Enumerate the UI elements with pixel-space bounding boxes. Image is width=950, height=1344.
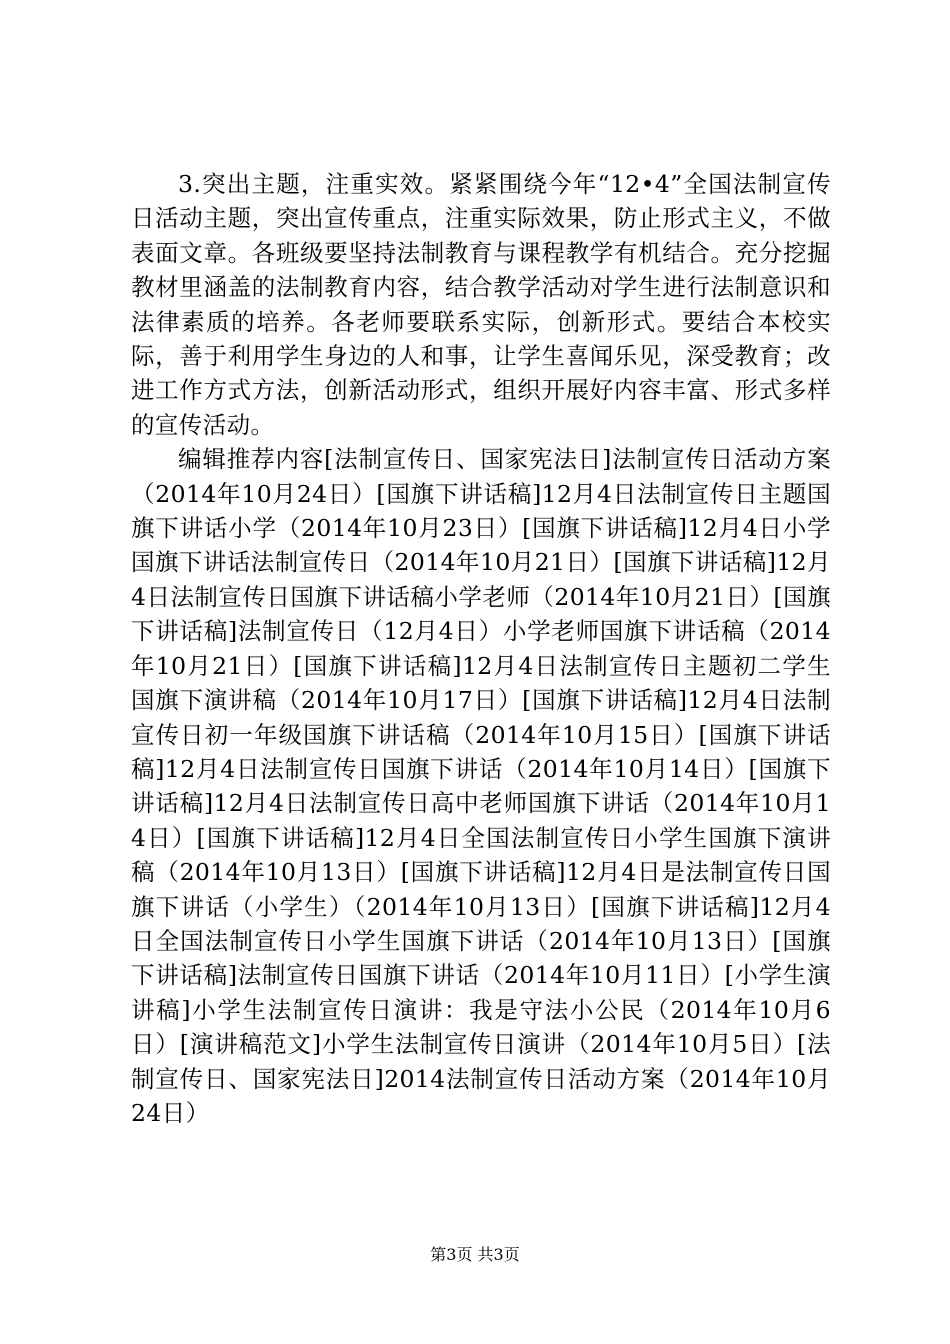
page-number-footer: 第3页 共3页 (430, 1245, 520, 1264)
document-body (131, 167, 831, 1130)
paragraph-recommended-content: 编辑推荐内容[法制宣传日、国家宪法日]法制宣传日活动方案（2014年10月24日）[国旗下讲话稿]12月4日法制宣传日主题国旗下讲话小学（2014年10月23日）[国旗下讲话稿]12月4日小学国旗下讲话法制宣传日（2014年10月21日）[国旗下讲话稿]12月4日法制宣传日国旗下讲话稿小学老师（2014年10月21日）[国旗下讲话稿]法制宣传日（12月4日）小学老师国旗下讲话稿（2014年10月21日）[国旗下讲话稿]12月4日法制宣传日主题初二学生国旗下演讲稿（2014年10月17日）[国旗下讲话稿]12月4日法制宣传日初一年级国旗下讲话稿（2014年10月15日）[国旗下讲话稿]12月4日法制宣传日国旗下讲话（2014年10月14日）[国旗下讲话稿]12月4日法制宣传日高中老师国旗下讲话（2014年10月14日）[国旗下讲话稿]12月4日全国法制宣传日小学生国旗下演讲稿（2014年10月13日）[国旗下讲话稿]12月4日是法制宣传日国旗下讲话（小学生）（2014年10月13日）[国旗下讲话稿]12月4日全国法制宣传日小学生国旗下讲话（2014年10月13日）[国旗下讲话稿]法制宣传日国旗下讲话（2014年10月11日）[小学生演讲稿]小学生法制宣传日演讲：我是守法小公民（2014年10月6日）[演讲稿范文]小学生法制宣传日演讲（2014年10月5日）[法制宣传日、国家宪法日]2014法制宣传日活动方案（2014年10月24日） (131, 445, 831, 1127)
paragraph-highlight-theme: 3.突出主题，注重实效。紧紧围绕今年“12•4”全国法制宣传日活动主题，突出宣传重点，注重实际效果，防止形式主义，不做表面文章。各班级要坚持法制教育与课程教学有机结合。充分挖掘教材里涵盖的法制教育内容，结合教学活动对学生进行法制意识和法律素质的培养。各老师要联系实际，创新形式。要结合本校实际，善于利用学生身边的人和事，让学生喜闻乐见，深受教育；改进工作方式方法，创新活动形式，组织开展好内容丰富、形式多样的宣传活动。 (131, 170, 831, 439)
